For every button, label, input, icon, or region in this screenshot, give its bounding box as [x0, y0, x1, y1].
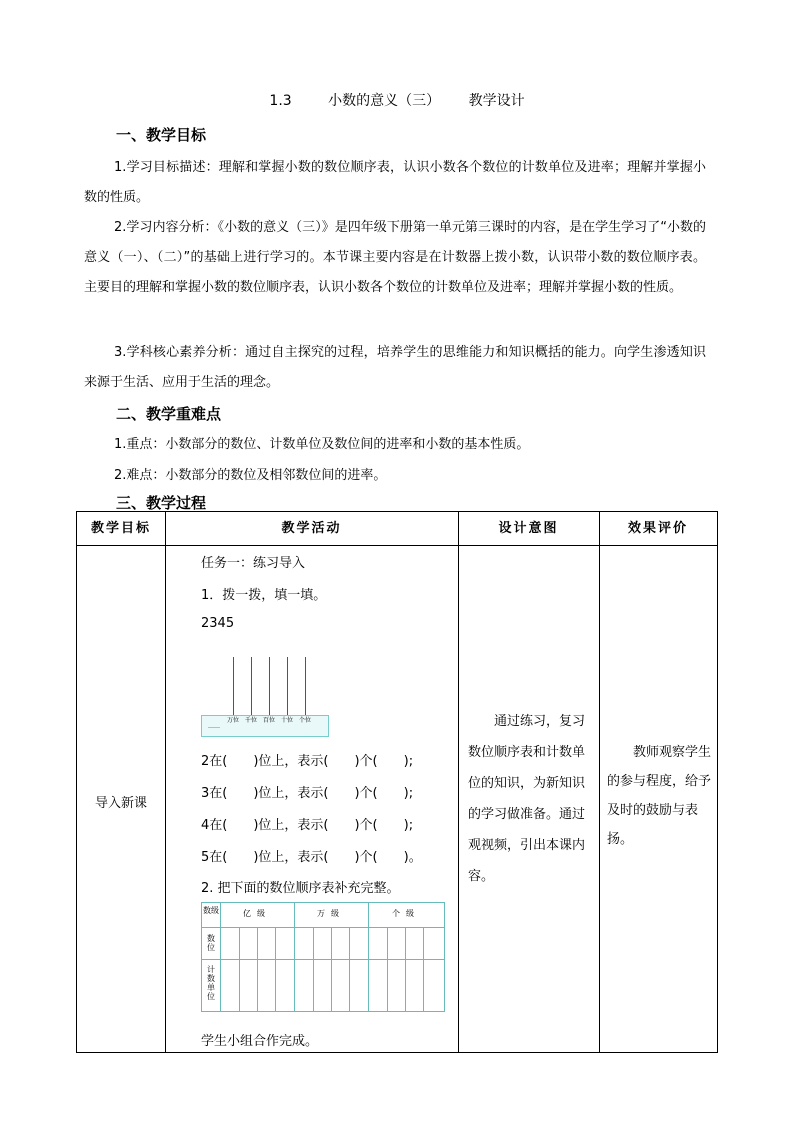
header-activity: 教学活动 — [281, 521, 342, 536]
abacus-label-shi: 十位 — [280, 717, 293, 724]
abacus-label-qian: 千位 — [244, 717, 257, 724]
title-topic: 小数的意义（三） — [328, 93, 441, 109]
fill-line-4: 5在( )位上，表示( )个( )。 — [201, 850, 422, 865]
section2-paragraph-2: 2.难点：小数部分的数位及相邻数位间的进率。 — [114, 468, 387, 483]
evaluation-cell: 教师观察学生的参与程度，给予及时的鼓励与表扬。 — [607, 745, 712, 847]
goal-cell: 导入新课 — [94, 796, 147, 811]
closing-note: 学生小组合作完成。 — [201, 1034, 319, 1049]
place-value-table — [201, 902, 445, 1012]
fill-line-3: 4在( )位上，表示( )个( ); — [201, 818, 414, 833]
section3-heading: 三、教学过程 — [116, 494, 207, 512]
header-goal: 教学目标 — [90, 521, 151, 536]
section1-paragraph-2: 2.学习内容分析：《小数的意义（三）》是四年级下册第一单元第三课时的内容，是在学生学习了“小数的意义（一）、（二）”的基础上进行学习的。本节课主要内容是在计数器上拨小数，认识带小数的数位顺序表。主要目的理解和掌握小数的数位顺序表，认识小数各个数位的计数单位及进率；理解并掌握小数的性质。 — [84, 220, 706, 295]
teaching-process-table — [76, 511, 718, 1053]
fill-line-2: 3在( )位上，表示( )个( ); — [201, 786, 414, 801]
pv-row-label-level: 数级 — [203, 906, 219, 915]
section2-paragraph-1: 1.重点：小数部分的数位、计数单位及数位间的进率和小数的基本性质。 — [114, 437, 530, 452]
abacus-label-ellipsis: …… — [208, 723, 220, 730]
abacus-label-ge: 个位 — [298, 717, 311, 724]
section2-heading: 二、教学重难点 — [116, 405, 222, 423]
pv-group-wan: 万级 — [317, 909, 345, 918]
pv-group-ge: 个级 — [392, 909, 420, 918]
abacus-diagram — [201, 657, 329, 735]
abacus-label-bai: 百位 — [262, 717, 275, 724]
pv-group-yi: 亿级 — [243, 909, 271, 918]
header-evaluation: 效果评价 — [627, 521, 688, 536]
pv-row-label-place: 数位 — [207, 934, 215, 952]
section1-heading: 一、教学目标 — [116, 126, 207, 144]
question-1: 1．拨一拨，填一填。 — [201, 588, 327, 603]
header-intent: 设计意图 — [498, 521, 559, 536]
pv-row-label-unit: 计数单位 — [207, 965, 215, 1001]
intent-cell: 通过练习，复习数位顺序表和计数单位的知识，为新知识的学习做准备。通过观视频，引出本课内容。 — [468, 714, 586, 884]
section1-paragraph-3: 3.学科核心素养分析：通过自主探究的过程，培养学生的思维能力和知识概括的能力。向学生渗透知识来源于生活、应用于生活的理念。 — [84, 345, 706, 390]
page-title — [0, 90, 794, 110]
task-title: 任务一：练习导入 — [201, 556, 306, 571]
title-number: 1.3 — [269, 93, 292, 109]
fill-line-1: 2在( )位上，表示( )个( ); — [201, 754, 414, 769]
abacus-number: 2345 — [201, 616, 235, 631]
abacus-label-wan: 万位 — [226, 717, 239, 724]
question-2: 2. 把下面的数位顺序表补充完整。 — [201, 881, 400, 896]
title-suffix: 教学设计 — [468, 93, 525, 109]
section1-paragraph-1: 1.学习目标描述：理解和掌握小数的数位顺序表，认识小数各个数位的计数单位及进率；理解并掌握小数的性质。 — [84, 160, 706, 205]
